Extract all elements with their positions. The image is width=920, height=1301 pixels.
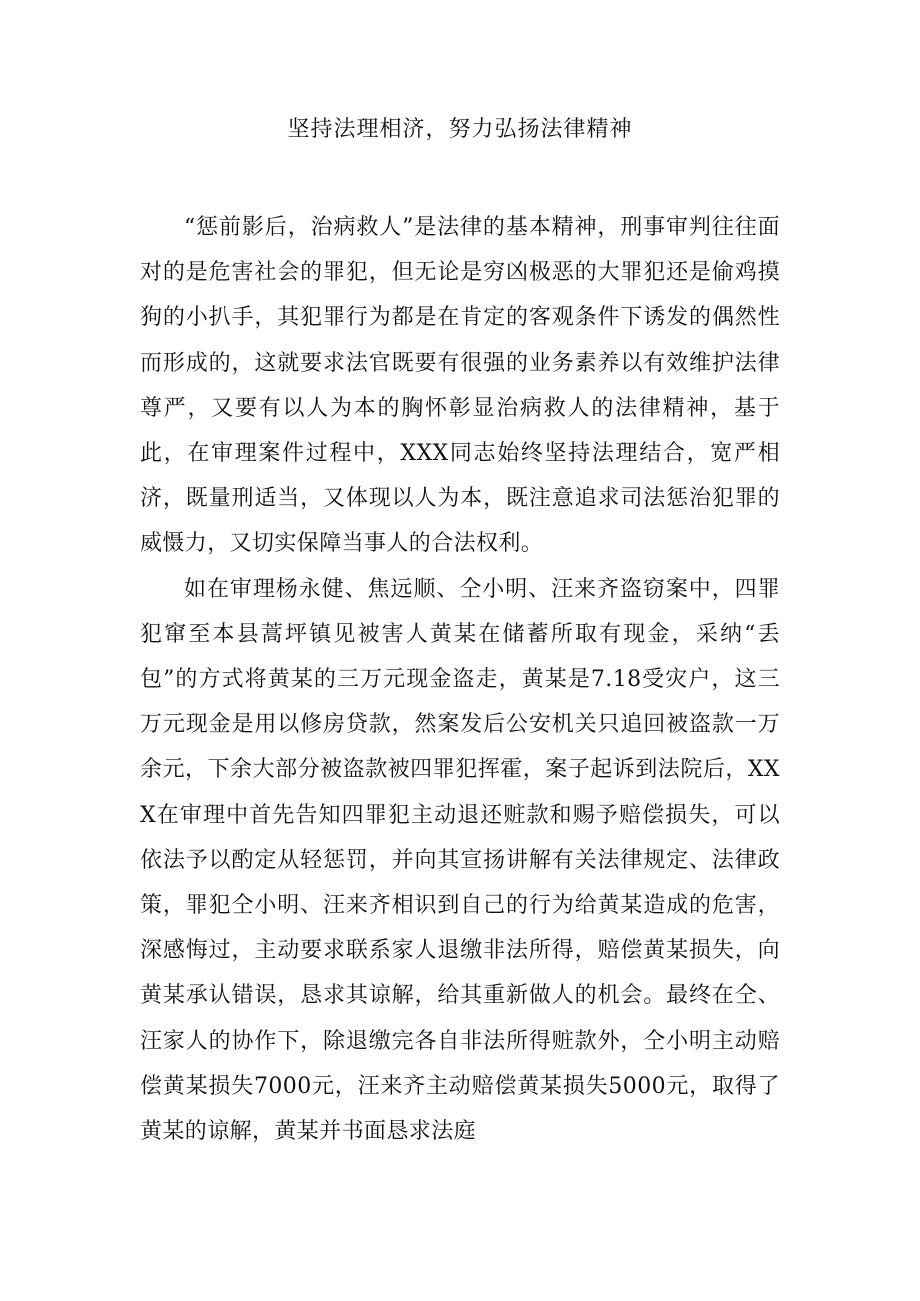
document-title: 坚持法理相济，努力弘扬法律精神 (287, 117, 633, 142)
paragraph-legal-spirit: “惩前影后，治病救人”是法律的基本精神，刑事审判往往面对的是危害社会的罪犯，但无论是穷凶极恶的大罪犯还是偷鸡摸狗的小扒手，其犯罪行为都是在肯定的客观条件下诱发的偶然性而形成的，这就要求法官既要有很强的业务素养以有效维护法律尊严，又要有以人为本的胸怀彰显治病救人的法律精神，基于此，在审理案件过程中，XXX同志始终坚持法理结合，宽严相济，既量刑适当，又体现以人为本，既注意追求司法惩治犯罪的威慑力，又切实保障当事人的合法权利。 (140, 215, 780, 557)
paragraph-theft-case: 如在审理杨永健、焦远顺、仝小明、汪来齐盗窃案中，四罪犯窜至本县蒿坪镇见被害人黄某在储蓄所取有现金，采纳“丢包”的方式将黄某的三万元现金盗走，黄某是7.18受灾户，这三万元现金是用以修房贷款，然案发后公安机关只追回被盗款一万余元，下余大部分被盗款被四罪犯挥霍，案子起诉到法院后，XXX在审理中首先告知四罪犯主动退还赃款和赐予赔偿损失，可以依法予以酌定从轻惩罚，并向其宣扬讲解有关法律规定、法律政策，罪犯仝小明、汪来齐相识到自己的行为给黄某造成的危害，深感悔过，主动要求联系家人退缴非法所得，赔偿黄某损失，向黄某承认错误，恳求其谅解，给其重新做人的机会。最终在仝、汪家人的协作下，除退缴完各自非法所得赃款外，仝小明主动赔偿黄某损失7000元，汪来齐主动赔偿黄某损失5000元，取得了黄某的谅解，黄某并书面恳求法庭 (140, 576, 780, 1145)
document-body (140, 205, 780, 1154)
